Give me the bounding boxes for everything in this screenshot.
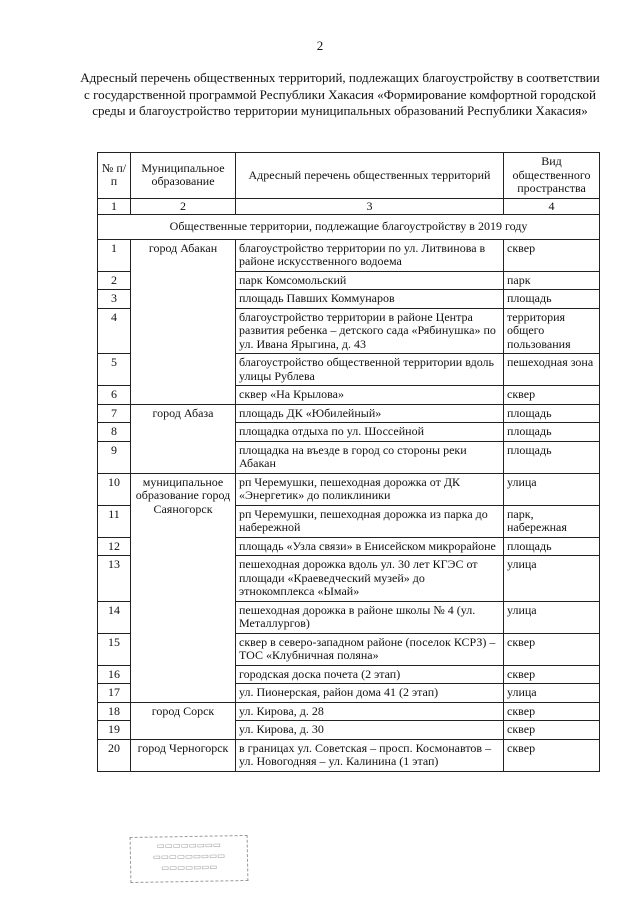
row-address: пешеходная дорожка в районе школы № 4 (ул. Металлургов) — [236, 601, 504, 633]
index-cell: 1 — [98, 198, 131, 215]
row-address: площадка отдыха по ул. Шоссейной — [236, 423, 504, 442]
row-address: городская доска почета (2 этап) — [236, 665, 504, 684]
row-type: улица — [504, 473, 600, 505]
row-type: площадь — [504, 537, 600, 556]
table-row — [98, 702, 600, 721]
row-address: пешеходная дорожка вдоль ул. 30 лет КГЭС от площади «Краеведческий музей» до этнокомплекса «Ымай» — [236, 556, 504, 602]
row-municipality: город Абаза — [131, 404, 236, 473]
row-address: в границах ул. Советская – просп. Космонавтов – ул. Новогодняя – ул. Калинина (1 этап) — [236, 739, 504, 771]
row-type: сквер — [504, 386, 600, 405]
index-cell: 4 — [504, 198, 600, 215]
header-address: Адресный перечень общественных территорий — [236, 153, 504, 199]
row-number: 12 — [98, 537, 131, 556]
row-number: 10 — [98, 473, 131, 505]
row-type: площадь — [504, 423, 600, 442]
header-number: № п/п — [98, 153, 131, 199]
row-address: благоустройство территории в районе Центра развития ребенка – детского сада «Рябинушка» по ул. Ивана Ярыгина, д. 43 — [236, 308, 504, 354]
row-number: 19 — [98, 721, 131, 740]
row-address: благоустройство общественной территории вдоль улицы Рублева — [236, 354, 504, 386]
row-address: ул. Пионерская, район дома 41 (2 этап) — [236, 684, 504, 703]
row-address: рп Черемушки, пешеходная дорожка от ДК «Энергетик» до поликлиники — [236, 473, 504, 505]
page-number: 2 — [316, 38, 324, 53]
row-number: 9 — [98, 441, 131, 473]
territories-table — [97, 152, 600, 772]
row-type: сквер — [504, 702, 600, 721]
row-number: 4 — [98, 308, 131, 354]
row-address: рп Черемушки, пешеходная дорожка из парка до набережной — [236, 505, 504, 537]
row-type: сквер — [504, 665, 600, 684]
row-type: улица — [504, 684, 600, 703]
row-type: территория общего пользования — [504, 308, 600, 354]
row-number: 11 — [98, 505, 131, 537]
row-type: площадь — [504, 404, 600, 423]
row-address: сквер в северо-западном районе (поселок КСРЗ) – ТОС «Клубничная поляна» — [236, 633, 504, 665]
table-body — [98, 239, 600, 771]
row-municipality: муниципальное образование город Саяногорск — [131, 473, 236, 702]
row-number: 6 — [98, 386, 131, 405]
row-type: площадь — [504, 290, 600, 309]
row-address: парк Комсомольский — [236, 271, 504, 290]
table-index-row — [98, 198, 600, 215]
row-municipality: город Черногорск — [131, 739, 236, 771]
stamp-mark-icon: ▭▭▭▭▭▭▭▭ ▭▭▭▭▭▭▭▭▭ ▭▭▭▭▭▭▭ — [152, 839, 226, 873]
table-row — [98, 473, 600, 505]
row-type: парк, набережная — [504, 505, 600, 537]
row-municipality: город Абакан — [131, 239, 236, 404]
row-address: площадка на въезде в город со стороны реки Абакан — [236, 441, 504, 473]
row-type: сквер — [504, 239, 600, 271]
row-number: 7 — [98, 404, 131, 423]
row-address: площадь «Узла связи» в Енисейском микрорайоне — [236, 537, 504, 556]
table-row — [98, 739, 600, 771]
row-number: 18 — [98, 702, 131, 721]
row-address: площадь ДК «Юбилейный» — [236, 404, 504, 423]
row-number: 14 — [98, 601, 131, 633]
section-title: Общественные территории, подлежащие благоустройству в 2019 году — [98, 215, 600, 240]
index-cell: 3 — [236, 198, 504, 215]
row-number: 2 — [98, 271, 131, 290]
row-type: сквер — [504, 633, 600, 665]
row-municipality: город Сорск — [131, 702, 236, 739]
row-number: 20 — [98, 739, 131, 771]
row-address: сквер «На Крылова» — [236, 386, 504, 405]
row-address: площадь Павших Коммунаров — [236, 290, 504, 309]
document-title: Адресный перечень общественных территорий, подлежащих благоустройству в соответствии с государственной программой Республики Хакасия «Формирование комфортной городской среды и благоустройство территории муниципальных образований Республики Хакасия» — [80, 70, 600, 118]
row-number: 17 — [98, 684, 131, 703]
row-number: 8 — [98, 423, 131, 442]
row-address: ул. Кирова, д. 28 — [236, 702, 504, 721]
index-cell: 2 — [131, 198, 236, 215]
header-type: Вид общественного пространства — [504, 153, 600, 199]
row-number: 5 — [98, 354, 131, 386]
row-number: 3 — [98, 290, 131, 309]
row-number: 16 — [98, 665, 131, 684]
row-type: улица — [504, 556, 600, 602]
row-number: 13 — [98, 556, 131, 602]
section-row — [98, 215, 600, 240]
row-number: 1 — [98, 239, 131, 271]
row-address: благоустройство территории по ул. Литвинова в районе искусственного водоема — [236, 239, 504, 271]
table-row — [98, 239, 600, 271]
row-type: сквер — [504, 739, 600, 771]
table-header-row — [98, 153, 600, 199]
row-address: ул. Кирова, д. 30 — [236, 721, 504, 740]
header-municipality: Муниципальное образование — [131, 153, 236, 199]
row-type: парк — [504, 271, 600, 290]
row-type: пешеходная зона — [504, 354, 600, 386]
document-stamp — [130, 835, 249, 883]
row-number: 15 — [98, 633, 131, 665]
row-type: площадь — [504, 441, 600, 473]
table-row — [98, 404, 600, 423]
row-type: улица — [504, 601, 600, 633]
row-type: сквер — [504, 721, 600, 740]
